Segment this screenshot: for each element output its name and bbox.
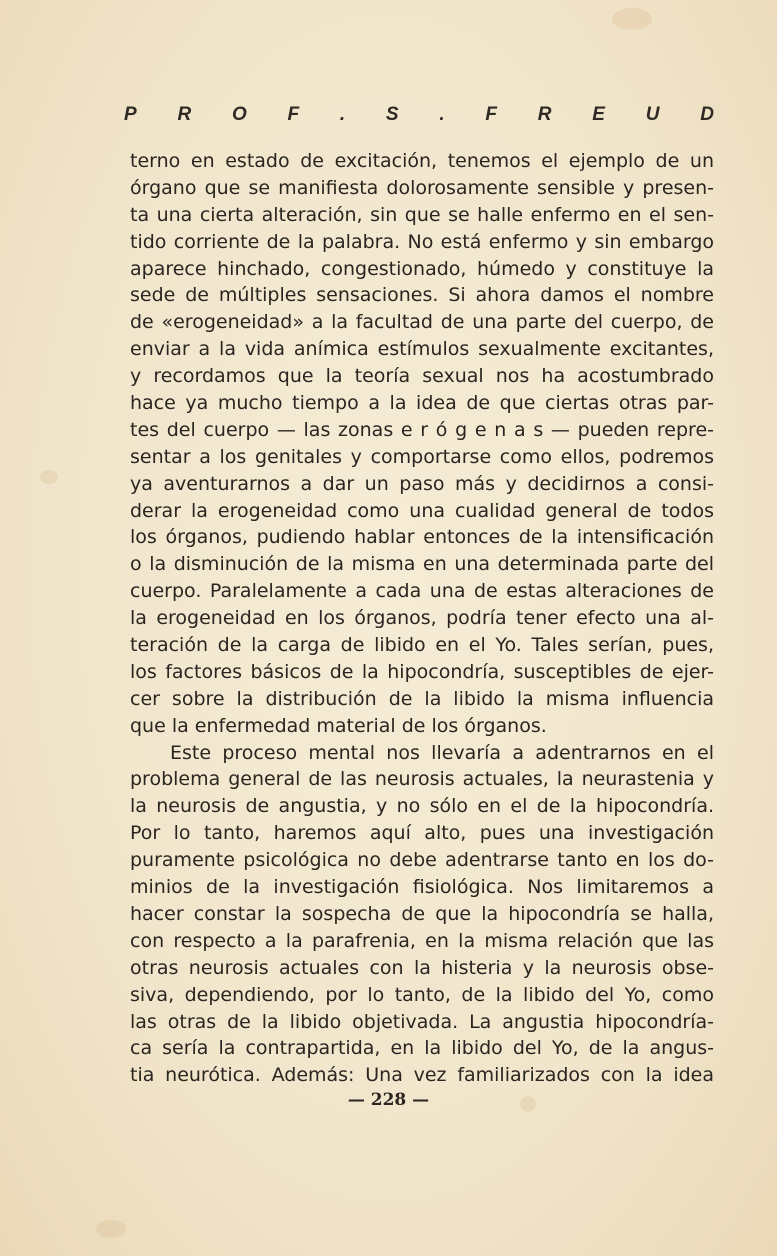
- header-letter: D: [700, 104, 714, 125]
- header-letter: R: [537, 104, 552, 125]
- text-line: los órganos, pudiendo hablar entonces de la intensificación: [130, 526, 714, 549]
- header-letter: F: [485, 104, 498, 125]
- text-line: puramente psicológica no debe adentrarse tanto en los do-: [130, 849, 714, 872]
- text-line: aparece hinchado, congestionado, húmedo y constituye la: [130, 257, 714, 280]
- text-line: enviar a la vida anímica estímulos sexualmente excitantes,: [130, 338, 714, 361]
- header-letter: S: [385, 104, 399, 125]
- text-line: tido corriente de la palabra. No está enfermo y sin embargo: [130, 230, 714, 253]
- text-line: ta una cierta alteración, sin que se halle enfermo en el sen-: [130, 203, 714, 226]
- text-line: de «erogeneidad» a la facultad de una parte del cuerpo, de: [130, 311, 714, 334]
- paper-stain: [612, 8, 652, 30]
- text-line: los factores básicos de la hipocondría, susceptibles de ejer-: [130, 660, 714, 683]
- header-letter: R: [177, 104, 192, 125]
- text-line: hace ya mucho tiempo a la idea de que ciertas otras par-: [130, 392, 714, 415]
- text-line: ya aventurarnos a dar un paso más y decidirnos a consi-: [130, 472, 714, 495]
- text-line: derar la erogeneidad como una cualidad general de todos: [130, 499, 714, 522]
- text-line: la erogeneidad en los órganos, podría tener efecto una al-: [130, 607, 714, 630]
- text-line: cuerpo. Paralelamente a cada una de estas alteraciones de: [130, 580, 714, 603]
- paper-stain: [40, 470, 58, 484]
- text-line: sentar a los genitales y comportarse como ellos, podremos: [130, 445, 714, 468]
- text-line: terno en estado de excitación, tenemos el ejemplo de un: [130, 150, 714, 172]
- text-line: cer sobre la distribución de la libido la misma influencia: [130, 687, 714, 710]
- text-line: y recordamos que la teoría sexual nos ha acostumbrado: [130, 365, 714, 388]
- text-line: con respecto a la parafrenia, en la misma relación que las: [130, 929, 714, 952]
- text-line: la neurosis de angustia, y no sólo en el de la hipocondría.: [130, 795, 714, 818]
- header-letter: U: [645, 104, 660, 125]
- text-line: hacer constar la sospecha de que la hipocondría se halla,: [130, 902, 714, 925]
- header-letter: .: [339, 104, 346, 125]
- text-line: órgano que se manifiesta dolorosamente sensible y presen-: [130, 176, 714, 199]
- text-line: teración de la carga de libido en el Yo. Tales serían, pues,: [130, 634, 714, 657]
- text-line: tes del cuerpo — las zonas e r ó g e n a s — pueden repre-: [130, 418, 714, 441]
- text-line: Este proceso mental nos llevaría a adentrarnos en el: [170, 741, 714, 764]
- paper-stain: [96, 1220, 126, 1238]
- text-line: siva, dependiendo, por lo tanto, de la libido del Yo, como: [130, 983, 714, 1006]
- header-letter: F: [287, 104, 300, 125]
- text-line: otras neurosis actuales con la histeria y la neurosis obse-: [130, 956, 714, 979]
- text-line: las otras de la libido objetivada. La angustia hipocondría-: [130, 1010, 714, 1033]
- header-letter: O: [231, 104, 247, 125]
- text-line: tia neurótica. Además: Una vez familiarizados con la idea: [130, 1064, 714, 1087]
- body-text: [130, 148, 714, 1089]
- header-letter: E: [592, 104, 605, 125]
- text-line: que la enfermedad material de los órganos.: [130, 714, 547, 737]
- running-header: [124, 104, 714, 126]
- page-number: — 228 —: [347, 1090, 430, 1110]
- text-line: ca sería la contrapartida, en la libido del Yo, de la angus-: [130, 1037, 714, 1060]
- text-line: minios de la investigación fisiológica. Nos limitaremos a: [130, 876, 714, 899]
- header-letter: P: [124, 104, 137, 125]
- text-line: o la disminución de la misma en una determinada parte del: [130, 553, 714, 576]
- text-line: Por lo tanto, haremos aquí alto, pues una investigación: [130, 822, 714, 845]
- text-line: problema general de las neurosis actuales, la neurastenia y: [130, 768, 714, 791]
- header-letter: .: [439, 104, 445, 125]
- text-line: sede de múltiples sensaciones. Si ahora damos el nombre: [130, 284, 714, 307]
